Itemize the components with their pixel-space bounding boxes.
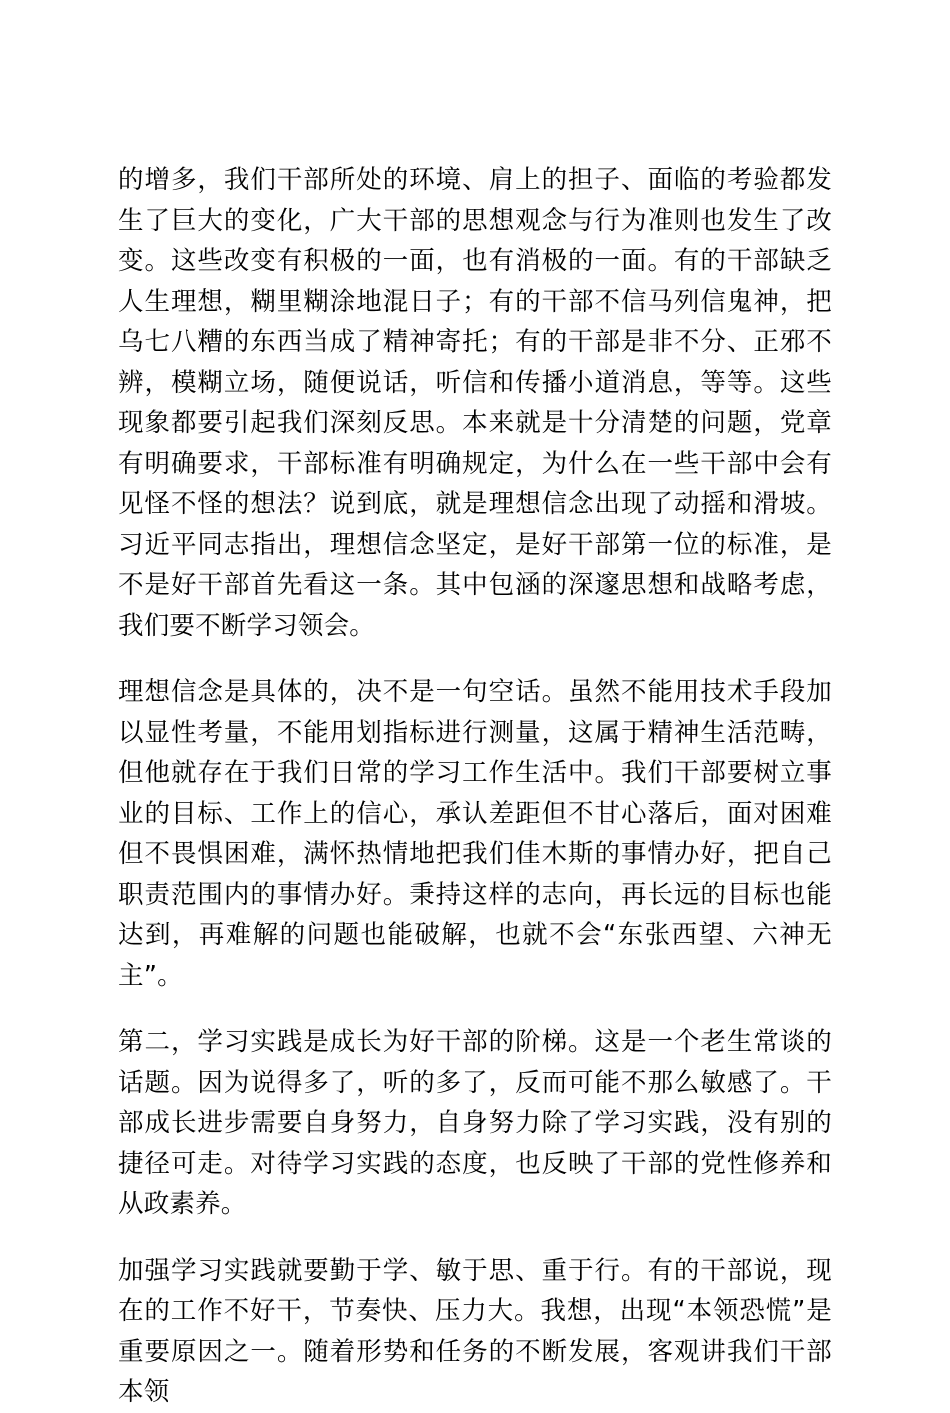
paragraph: 理想信念是具体的，决不是一句空话。虽然不能用技术手段加以显性考量，不能用划指标进行测量，这属于精神生活范畴，但他就存在于我们日常的学习工作生活中。我们干部要树立事业的目标、工作上的信心，承认差距但不甘心落后，面对困难但不畏惧困难，满怀热情地把我们佳木斯的事情办好，把自己职责范围内的事情办好。秉持这样的志向，再长远的目标也能达到，再难解的问题也能破解，也就不会“东张西望、六神无主”。: [118, 677, 832, 991]
paragraph: 第二，学习实践是成长为好干部的阶梯。这是一个老生常谈的话题。因为说得多了，听的多了，反而可能不那么敏感了。干部成长进步需要自身努力，自身努力除了学习实践，没有别的捷径可走。对待学习实践的态度，也反映了干部的党性修养和从政素养。: [118, 1027, 832, 1219]
paragraph: 的增多，我们干部所处的环境、肩上的担子、面临的考验都发生了巨大的变化，广大干部的思想观念与行为准则也发生了改变。这些改变有积极的一面，也有消极的一面。有的干部缺乏人生理想，糊里糊涂地混日子；有的干部不信马列信鬼神，把乌七八糟的东西当成了精神寄托；有的干部是非不分、正邪不辨，模糊立场，随便说话，听信和传播小道消息，等等。这些现象都要引起我们深刻反思。本来就是十分清楚的问题，党章有明确要求，干部标准有明确规定，为什么在一些干部中会有见怪不怪的想法？说到底，就是理想信念出现了动摇和滑坡。习近平同志指出，理想信念坚定，是好干部第一位的标准，是不是好干部首先看这一条。其中包涵的深邃思想和战略考虑，我们要不断学习领会。: [118, 165, 832, 641]
paragraph: 加强学习实践就要勤于学、敏于思、重于行。有的干部说，现在的工作不好干，节奏快、压力大。我想，出现“本领恐慌”是重要原因之一。随着形势和任务的不断发展，客观讲我们干部本领: [118, 1255, 832, 1407]
document-body: [118, 160, 832, 1413]
